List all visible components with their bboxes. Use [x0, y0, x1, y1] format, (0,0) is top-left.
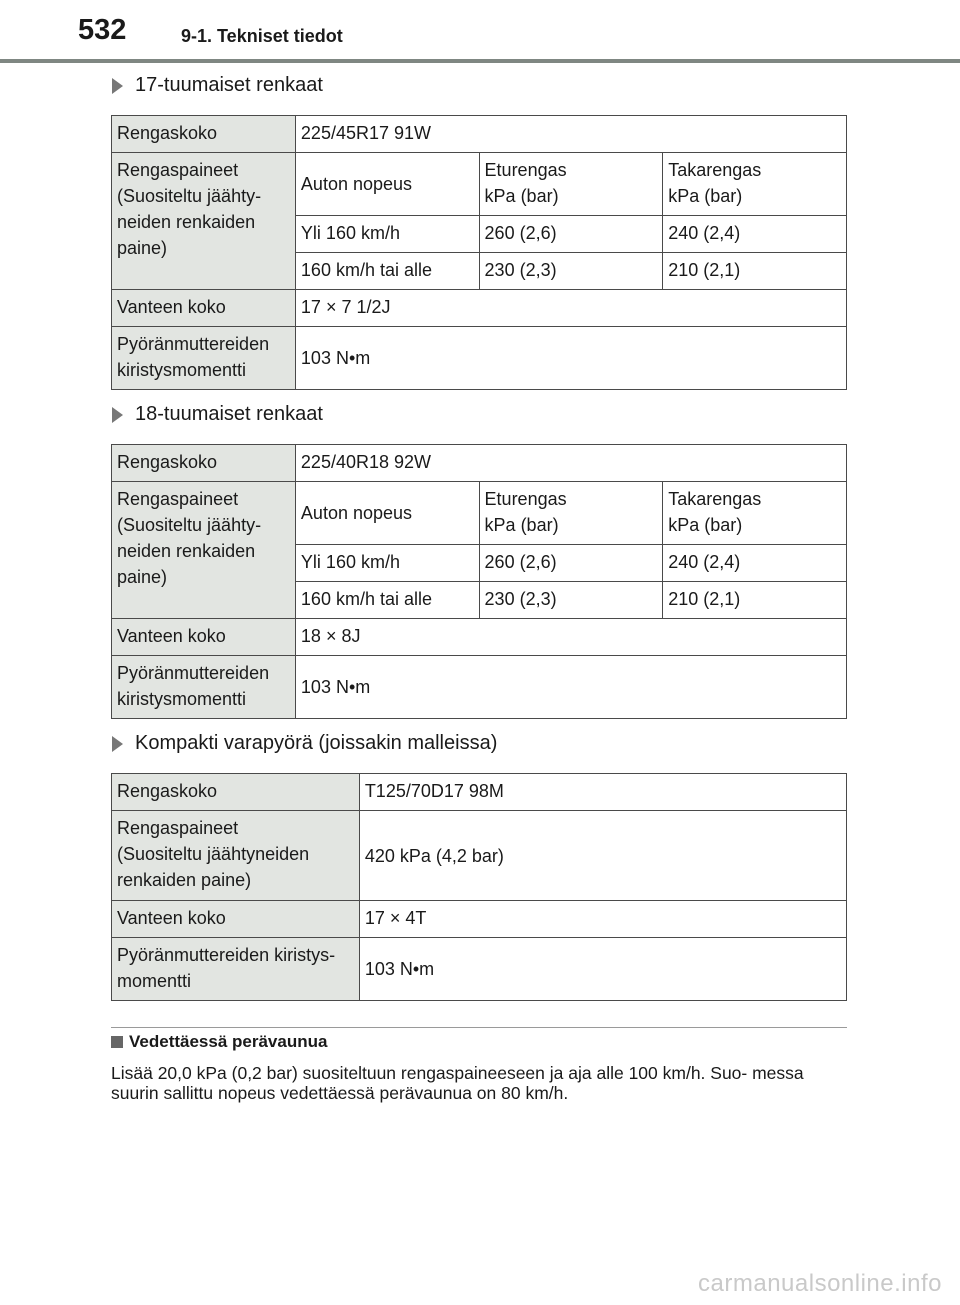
rear-cell: 240 (2,4): [663, 216, 847, 253]
torque-value: 103 N•m: [295, 327, 846, 390]
section-heading-18: [112, 403, 323, 426]
divider: [111, 1027, 847, 1028]
tire-size-value: T125/70D17 98M: [359, 774, 846, 811]
rim-label: Vanteen koko: [112, 901, 360, 938]
tire-spec-table-spare: [111, 773, 847, 1001]
square-bullet-icon: [111, 1036, 123, 1048]
rim-label: Vanteen koko: [112, 290, 296, 327]
tire-size-label: Rengaskoko: [112, 116, 296, 153]
front-cell: 230 (2,3): [479, 582, 663, 619]
rim-value: 18 × 8J: [295, 619, 846, 656]
rear-cell: 240 (2,4): [663, 545, 847, 582]
col-front-header: Eturengas kPa (bar): [479, 482, 663, 545]
col-rear-header: Takarengas kPa (bar): [663, 153, 847, 216]
torque-label: Pyöränmuttereiden kiristysmomentti: [112, 656, 296, 719]
tire-spec-table-17: [111, 115, 847, 390]
torque-label: Pyöränmuttereiden kiristys- momentti: [112, 938, 360, 1001]
page-header: [0, 0, 960, 60]
header-rule: [0, 59, 960, 63]
note-text: Lisää 20,0 kPa (0,2 bar) suositeltuun rengaspaineeseen ja aja alle 100 km/h. Suo- messa suurin sallittu nopeus vedettäessä perävaunua on 80 km/h.: [111, 1063, 804, 1103]
front-cell: 230 (2,3): [479, 253, 663, 290]
section-heading-spare: [112, 732, 497, 755]
speed-cell: 160 km/h tai alle: [295, 253, 479, 290]
rim-value: 17 × 7 1/2J: [295, 290, 846, 327]
speed-cell: Yli 160 km/h: [295, 216, 479, 253]
speed-cell: 160 km/h tai alle: [295, 582, 479, 619]
section-heading-text: Kompakti varapyörä (joissakin malleissa): [135, 732, 498, 754]
pressure-value: 420 kPa (4,2 bar): [359, 811, 846, 901]
rear-cell: 210 (2,1): [663, 253, 847, 290]
col-speed-header: Auton nopeus: [295, 153, 479, 216]
note-title: [111, 1032, 327, 1052]
watermark: carmanualsonline.info: [698, 1270, 942, 1297]
tire-size-value: 225/45R17 91W: [295, 116, 846, 153]
triangle-bullet-icon: [112, 78, 123, 94]
tire-spec-table-18: [111, 444, 847, 719]
col-speed-header: Auton nopeus: [295, 482, 479, 545]
tire-size-value: 225/40R18 92W: [295, 445, 846, 482]
tire-size-label: Rengaskoko: [112, 774, 360, 811]
pressure-label: Rengaspaineet (Suositeltu jäähty- neiden renkaiden paine): [112, 153, 296, 290]
pressure-label: Rengaspaineet (Suositeltu jäähtyneiden renkaiden paine): [112, 811, 360, 901]
rim-value: 17 × 4T: [359, 901, 846, 938]
section-heading-text: 17-tuumaiset renkaat: [135, 74, 323, 96]
front-cell: 260 (2,6): [479, 216, 663, 253]
section-title: 9-1. Tekniset tiedot: [181, 26, 343, 46]
tire-size-label: Rengaskoko: [112, 445, 296, 482]
torque-label: Pyöränmuttereiden kiristysmomentti: [112, 327, 296, 390]
col-front-header: Eturengas kPa (bar): [479, 153, 663, 216]
rear-cell: 210 (2,1): [663, 582, 847, 619]
triangle-bullet-icon: [112, 736, 123, 752]
section-heading-17: [112, 74, 323, 97]
note-title-text: Vedettäessä perävaunua: [129, 1032, 328, 1051]
rim-label: Vanteen koko: [112, 619, 296, 656]
torque-value: 103 N•m: [359, 938, 846, 1001]
page-number: 532: [78, 14, 127, 46]
col-rear-header: Takarengas kPa (bar): [663, 482, 847, 545]
pressure-label: Rengaspaineet (Suositeltu jäähty- neiden renkaiden paine): [112, 482, 296, 619]
triangle-bullet-icon: [112, 407, 123, 423]
front-cell: 260 (2,6): [479, 545, 663, 582]
speed-cell: Yli 160 km/h: [295, 545, 479, 582]
torque-value: 103 N•m: [295, 656, 846, 719]
section-heading-text: 18-tuumaiset renkaat: [135, 403, 323, 425]
